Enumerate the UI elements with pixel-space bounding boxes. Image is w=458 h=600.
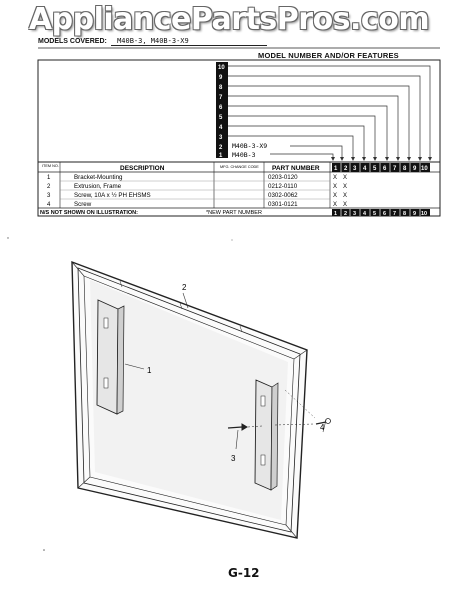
col-item-header: ITEM NO. [42, 164, 59, 168]
row-2-mark-2: X [343, 184, 348, 190]
model-slot-10: 10 [218, 65, 225, 71]
row-1-mark-2: X [343, 175, 348, 181]
col-model-8: 8 [403, 166, 407, 172]
svg-text:9: 9 [413, 211, 417, 217]
parts-table [38, 162, 440, 217]
model-slot-2: 2 [219, 145, 223, 151]
callout-1: 1 [147, 366, 152, 375]
table-row [47, 201, 347, 208]
table-row [47, 174, 347, 181]
scan-speck [231, 239, 232, 240]
row-3-item: 3 [47, 193, 51, 199]
models-covered-value: M40B-3, M40B-3-X9 [111, 37, 267, 46]
svg-text:5: 5 [373, 211, 377, 217]
svg-text:3: 3 [353, 211, 357, 217]
model-slot-1: 1 [219, 153, 223, 159]
col-model-3: 3 [353, 166, 357, 172]
model-slot-4: 4 [219, 125, 223, 131]
model-slot-8: 8 [219, 85, 223, 91]
svg-text:4: 4 [363, 211, 367, 217]
row-4-mark-1: X [333, 202, 338, 208]
row-4-part: 0301-0121 [268, 201, 298, 208]
row-3-mark-1: X [333, 193, 338, 199]
row-3-mark-2: X [343, 193, 348, 199]
svg-text:1: 1 [334, 211, 338, 217]
row-2-item: 2 [47, 184, 51, 190]
col-model-10: 10 [421, 166, 428, 172]
row-2-mark-1: X [333, 184, 338, 190]
model-slot-7: 7 [219, 95, 223, 101]
row-3-part: 0302-0062 [268, 192, 298, 199]
row-1-item: 1 [47, 175, 51, 181]
col-model-2: 2 [344, 166, 348, 172]
row-4-item: 4 [47, 202, 51, 208]
footer-left: N/S NOT SHOWN ON ILLUSTRATION: [40, 210, 138, 216]
right-bracket [255, 380, 278, 490]
model-slot-9: 9 [219, 75, 223, 81]
model-slot-column [216, 62, 228, 159]
svg-text:8: 8 [403, 211, 407, 217]
callout-4: 4 [320, 423, 325, 432]
left-bracket [97, 300, 124, 414]
col-description-header: DESCRIPTION [120, 165, 165, 172]
svg-text:10: 10 [421, 211, 428, 217]
row-3-description: Screw, 10A x ½ PH EHSMS [74, 192, 151, 199]
callout-2: 2 [182, 283, 187, 292]
col-model-9: 9 [413, 166, 417, 172]
callout-3: 3 [231, 454, 236, 463]
model-entry-1: M40B-3 [232, 151, 256, 159]
svg-text:6: 6 [383, 211, 387, 217]
col-model-4: 4 [363, 166, 367, 172]
table-row [47, 183, 347, 190]
row-2-part: 0212-0110 [268, 183, 298, 190]
footer-model-boxes [332, 209, 430, 217]
scan-speck [43, 549, 45, 551]
model-column-headers [332, 163, 430, 172]
model-slot-3: 3 [219, 135, 223, 141]
svg-text:7: 7 [393, 211, 397, 217]
row-2-description: Extrusion, Frame [74, 183, 122, 190]
features-title: MODEL NUMBER AND/OR FEATURES [258, 51, 399, 60]
col-model-5: 5 [373, 166, 377, 172]
col-model-6: 6 [383, 166, 387, 172]
page-number: G-12 [228, 566, 260, 580]
col-model-7: 7 [393, 166, 397, 172]
row-1-mark-1: X [333, 175, 338, 181]
row-1-description: Bracket-Mounting [74, 174, 123, 181]
leader-arrows [331, 157, 432, 161]
svg-text:2: 2 [344, 211, 348, 217]
col-mfg-header: MFG. CHANGE CODE [220, 165, 259, 169]
col-model-1: 1 [334, 166, 338, 172]
watermark: AppliancePartsPros.com [28, 2, 430, 37]
scan-speck [7, 237, 8, 238]
table-row [47, 192, 347, 199]
row-4-mark-2: X [343, 202, 348, 208]
model-entry-2: M40B-3-X9 [232, 142, 268, 150]
model-slot-6: 6 [219, 105, 223, 111]
footer-mid: *NEW PART NUMBER [206, 210, 262, 216]
model-slot-5: 5 [219, 115, 223, 121]
col-part-header: PART NUMBER [272, 165, 320, 172]
row-4-description: Screw [74, 201, 92, 208]
models-covered-label: MODELS COVERED: [38, 38, 107, 45]
row-1-part: 0203-0120 [268, 174, 298, 181]
